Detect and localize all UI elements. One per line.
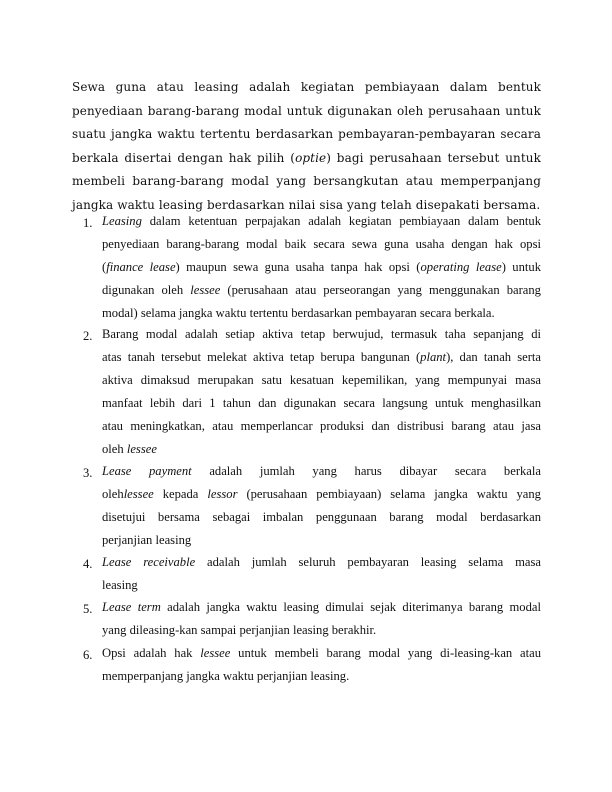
intro-italic-term: optie — [295, 150, 327, 165]
line-text: untuk membeli barang modal yang di-leasing-kan atau — [230, 646, 541, 660]
list-line — [102, 666, 541, 686]
italic-term: lessor — [207, 487, 238, 501]
list-line — [102, 303, 541, 323]
list-line — [102, 439, 541, 459]
list-line — [102, 280, 541, 300]
line-text: atau meningkatkan, atau memperlancar produksi dan distribusi barang atau jasa — [102, 419, 541, 433]
line-text: digunakan oleh — [102, 283, 191, 297]
line-text: leasing — [102, 578, 138, 592]
line-text: aktiva dimaksud merupakan satu kesatuan kepemilikan, yang mempunyai masa — [102, 373, 541, 387]
list-line — [102, 416, 541, 436]
line-text: kepada — [153, 487, 208, 501]
line-text: (perusahaan pembiayaan) selama jangka waktu yang — [237, 487, 541, 501]
line-text: perjanjian leasing — [102, 533, 192, 547]
line-text: adalah jumlah seluruh pembayaran leasing selama masa — [195, 555, 541, 569]
list-line — [102, 347, 541, 367]
italic-term: lessee — [126, 442, 157, 456]
line-text: adalah jumlah yang harus dibayar secara berkala — [191, 464, 541, 478]
italic-term: Lease term — [102, 600, 161, 614]
list-line — [102, 370, 541, 390]
list-item-number: 5. — [83, 602, 93, 616]
italic-term: plant — [420, 350, 447, 364]
list-line — [102, 620, 541, 640]
line-text: modal) selama jangka waktu tertentu berdasarkan pembayaran secara berkala. — [102, 306, 495, 320]
italic-term: Lease receivable — [102, 555, 196, 569]
line-text: (perusahaan atau perseorangan yang menggunakan barang — [220, 283, 541, 297]
line-text: Barang modal adalah setiap aktiva tetap berwujud, termasuk taha sepanjang di — [102, 327, 541, 341]
list-line — [102, 507, 541, 527]
line-text: ) untuk — [501, 260, 541, 274]
intro-text: berkala disertai dengan hak pilih ( — [72, 150, 296, 165]
intro-line: jangka waktu leasing berdasarkan nilai sisa yang telah disepakati bersama. — [72, 197, 541, 212]
intro-text: ) bagi perusahaan tersebut untuk — [326, 150, 541, 165]
intro-line: Sewa guna atau leasing adalah kegiatan pembiayaan dalam bentuk — [72, 80, 541, 94]
list-line — [102, 211, 541, 231]
line-text: oleh — [102, 442, 127, 456]
line-text: ), dan tanah serta — [446, 350, 541, 364]
line-text: penyediaan barang-barang modal baik secara sewa guna usaha dengan hak opsi — [102, 237, 541, 251]
line-text: memperpanjang jangka waktu perjanjian leasing. — [102, 669, 350, 683]
intro-line: suatu jangka waktu tertentu berdasarkan pembayaran-pembayaran secara — [72, 127, 541, 141]
line-text: Opsi adalah hak — [102, 646, 201, 660]
list-line — [102, 324, 541, 344]
list-line — [102, 484, 541, 504]
italic-term: finance lease — [106, 260, 176, 274]
list-line — [102, 597, 541, 617]
line-text: ( — [102, 260, 107, 274]
italic-term: Lease payment — [102, 464, 192, 478]
list-item-number: 2. — [83, 329, 93, 343]
italic-term: Leasing — [102, 214, 142, 228]
list-line — [102, 461, 541, 481]
line-text: adalah jangka waktu leasing dimulai sejak diterimanya barang modal — [160, 600, 541, 614]
italic-term: lessee — [190, 283, 221, 297]
line-text: yang dileasing-kan sampai perjanjian leasing berakhir. — [102, 623, 377, 637]
intro-line: membeli barang-barang modal yang bersangkutan atau memperpanjang — [72, 174, 541, 188]
list-item-number: 4. — [83, 557, 93, 571]
italic-term: lessee — [123, 487, 154, 501]
list-line — [102, 552, 541, 572]
italic-term: operating lease — [420, 260, 502, 274]
list-line — [102, 393, 541, 413]
list-item-number: 1. — [83, 216, 93, 230]
list-line — [102, 575, 541, 595]
line-text: disetujui bersama sebagai imbalan penggunaan barang modal berdasarkan — [102, 510, 541, 524]
list-line — [102, 234, 541, 254]
italic-term: lessee — [200, 646, 231, 660]
list-line — [102, 643, 541, 663]
list-line — [102, 530, 541, 550]
list-item-number: 3. — [83, 466, 93, 480]
intro-line: penyediaan barang-barang modal untuk digunakan oleh perusahaan untuk — [72, 103, 541, 118]
list-item-number: 6. — [83, 648, 93, 662]
list-line — [102, 257, 541, 277]
line-text: atas tanah tersebut melekat aktiva tetap berupa bangunan ( — [102, 350, 421, 364]
line-text: manfaat lebih dari 1 tahun dan digunakan secara langsung untuk menghasilkan — [102, 396, 541, 410]
line-text: dalam ketentuan perpajakan adalah kegiatan pembiayaan dalam bentuk — [141, 214, 541, 228]
line-text: ) maupun sewa guna usaha tanpa hak opsi ( — [175, 260, 421, 274]
line-text: oleh — [102, 487, 124, 501]
